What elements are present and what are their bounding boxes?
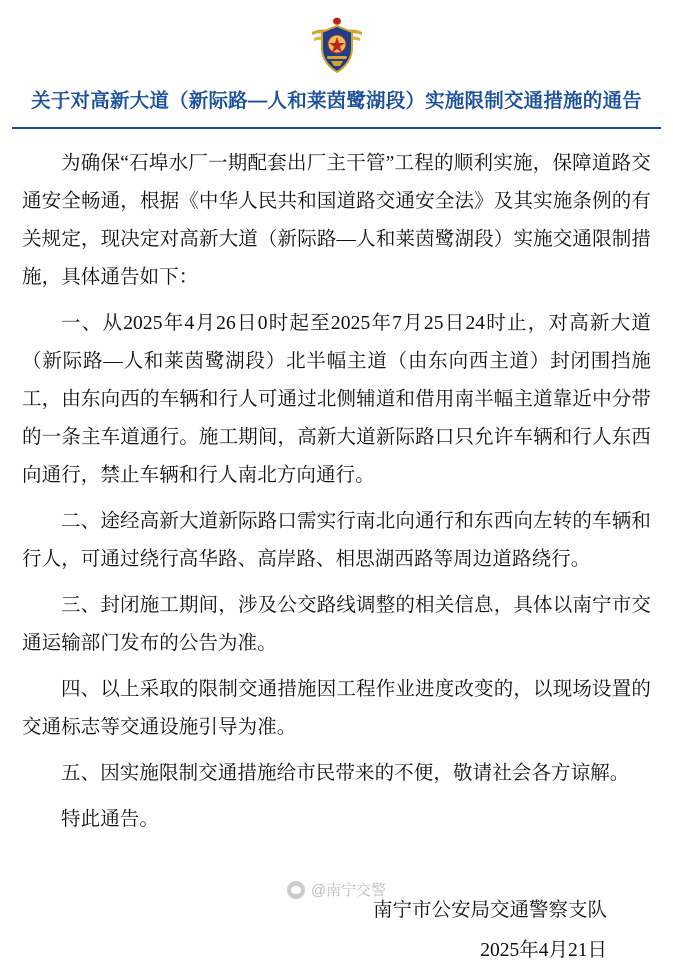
police-badge-emblem — [308, 14, 366, 76]
paragraph-intro: 为确保“石埠水厂一期配套出厂主干管”工程的顺利实施，保障道路交通安全畅通，根据《中华人民共和国道路交通安全法》及其实施条例的有关规定，现决定对高新大道（新际路—人和莱茵鹭湖段）实施交通限制措施，具体通告如下： — [22, 153, 651, 288]
watermark-footer — [0, 879, 673, 900]
paragraph-item-1: 一、从2025年4月26日0时起至2025年7月25日24时止，对高新大道（新际路—人和莱茵鹭湖段）北半幅主道（由东向西主道）封闭围挡施工，由东向西的车辆和行人可通过北侧辅道和借用南半幅主道靠近中分带的一条主车道通行。施工期间，高新大道新际路口只允许车辆和行人东西向通行，禁止车辆和行人南北方向通行。 — [22, 313, 651, 486]
paragraph-item-4: 四、以上采取的限制交通措施因工程作业进度改变的，以现场设置的交通标志等交通设施引导为准。 — [22, 679, 651, 738]
notice-body — [0, 129, 673, 971]
signature-issuer: 南宁市公安局交通警察支队 — [372, 900, 607, 921]
emblem-container — [0, 0, 673, 76]
signature-date: 2025年4月21日 — [480, 940, 607, 961]
title-block — [0, 86, 673, 116]
paragraph-item-3: 三、封闭施工期间，涉及公交路线调整的相关信息，具体以南宁市交通运输部门发布的公告为准。 — [22, 595, 651, 654]
signature-block — [22, 891, 651, 971]
page-title: 关于对高新大道（新际路—人和莱茵鹭湖段）实施限制交通措施的通告 — [31, 90, 642, 112]
weibo-logo-icon — [287, 881, 305, 899]
paragraph-item-5: 五、因实施限制交通措施给市民带来的不便，敬请社会各方谅解。 — [61, 763, 630, 784]
watermark — [287, 879, 386, 900]
watermark-text: @南宁交警 — [310, 882, 387, 899]
paragraph-closing: 特此通告。 — [61, 809, 160, 830]
paragraph-item-2: 二、途经高新大道新际路口需实行南北向通行和东西向左转的车辆和行人，可通过绕行高华路、高岸路、相思湖西路等周边道路绕行。 — [22, 511, 651, 570]
